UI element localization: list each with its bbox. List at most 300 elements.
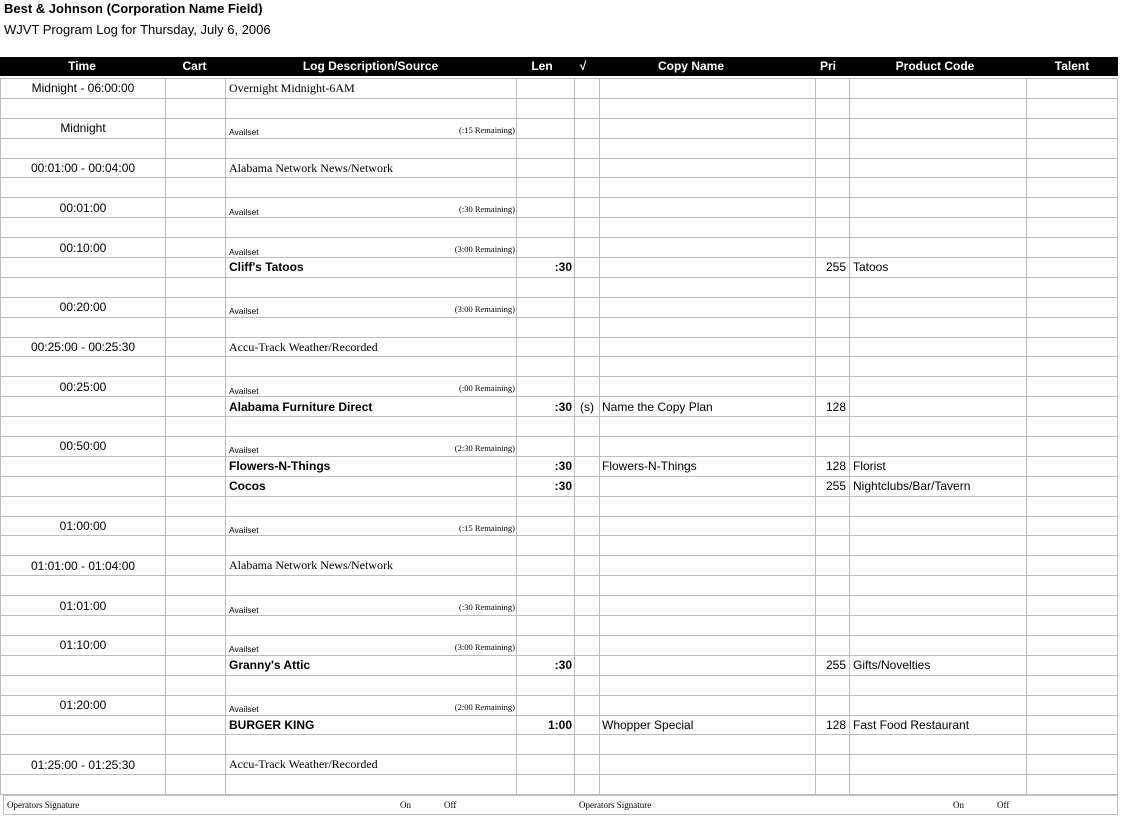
priority-cell xyxy=(816,616,850,636)
priority-cell xyxy=(816,158,850,178)
log-row-blank xyxy=(1,357,1118,377)
copy-name-cell xyxy=(600,576,816,596)
product-code-cell xyxy=(850,755,1027,775)
copy-name-cell xyxy=(600,118,816,138)
cart-cell xyxy=(166,496,226,516)
length-cell xyxy=(517,238,575,258)
log-row-blank xyxy=(1,735,1118,755)
copy-name-cell xyxy=(600,536,816,556)
remaining-time: (3:00 Remaining) xyxy=(454,303,515,314)
check-cell xyxy=(575,277,600,297)
product-code-cell: Nightclubs/Bar/Tavern xyxy=(850,476,1027,496)
availset-label: Availset xyxy=(229,306,259,317)
copy-name-cell xyxy=(600,437,816,457)
time-cell: 01:20:00 xyxy=(1,695,166,715)
talent-cell xyxy=(1027,417,1118,437)
log-row-avail xyxy=(1,297,1118,317)
time-cell: Midnight xyxy=(1,118,166,138)
description-cell xyxy=(226,178,517,198)
product-code-cell xyxy=(850,138,1027,158)
check-cell xyxy=(575,158,600,178)
time-cell: 01:01:00 - 01:04:00 xyxy=(1,556,166,576)
priority-cell xyxy=(816,198,850,218)
check-cell xyxy=(575,715,600,735)
check-cell xyxy=(575,437,600,457)
description-cell xyxy=(226,138,517,158)
spot-name: Flowers-N-Things xyxy=(229,459,331,474)
cart-cell xyxy=(166,775,226,795)
description-cell xyxy=(226,357,517,377)
log-row-spot xyxy=(1,715,1118,735)
length-cell xyxy=(517,417,575,437)
time-cell xyxy=(1,655,166,675)
talent-cell xyxy=(1027,317,1118,337)
col-header-cart: Cart xyxy=(182,59,207,73)
operator-signature-label: Operators Signature xyxy=(579,800,652,810)
length-cell xyxy=(517,516,575,536)
talent-cell xyxy=(1027,556,1118,576)
priority-cell xyxy=(816,437,850,457)
cart-cell xyxy=(166,337,226,357)
time-cell: 01:00:00 xyxy=(1,516,166,536)
time-cell: 00:01:00 xyxy=(1,198,166,218)
cart-cell xyxy=(166,277,226,297)
copy-name-cell xyxy=(600,775,816,795)
description-cell xyxy=(226,317,517,337)
cart-cell xyxy=(166,556,226,576)
spot-name: Alabama Furniture Direct xyxy=(229,399,373,414)
length-cell xyxy=(517,337,575,357)
copy-name-cell: Name the Copy Plan xyxy=(600,397,816,417)
cart-cell xyxy=(166,576,226,596)
product-code-cell xyxy=(850,735,1027,755)
product-code-cell xyxy=(850,79,1027,99)
cart-cell xyxy=(166,417,226,437)
cart-cell xyxy=(166,218,226,238)
product-code-cell: Gifts/Novelties xyxy=(850,655,1027,675)
log-row-avail xyxy=(1,596,1118,616)
time-cell xyxy=(1,317,166,337)
copy-name-cell xyxy=(600,616,816,636)
time-cell xyxy=(1,715,166,735)
talent-cell xyxy=(1027,775,1118,795)
check-cell xyxy=(575,118,600,138)
cart-cell xyxy=(166,596,226,616)
cart-cell xyxy=(166,297,226,317)
program-name: Accu-Track Weather/Recorded xyxy=(229,757,378,772)
cart-cell xyxy=(166,476,226,496)
description-cell xyxy=(226,735,517,755)
description-cell xyxy=(226,98,517,118)
operator-signature-bar xyxy=(3,795,1118,815)
log-row-avail xyxy=(1,118,1118,138)
time-cell xyxy=(1,277,166,297)
remaining-time: (:15 Remaining) xyxy=(459,124,515,135)
time-cell xyxy=(1,258,166,278)
priority-cell: 128 xyxy=(816,715,850,735)
copy-name-cell xyxy=(600,675,816,695)
copy-name-cell xyxy=(600,178,816,198)
check-cell xyxy=(575,616,600,636)
length-cell: 1:00 xyxy=(517,715,575,735)
time-cell: 01:01:00 xyxy=(1,596,166,616)
time-cell xyxy=(1,496,166,516)
product-code-cell xyxy=(850,675,1027,695)
length-cell: :30 xyxy=(517,397,575,417)
check-cell xyxy=(575,377,600,397)
product-code-cell xyxy=(850,556,1027,576)
product-code-cell: Tatoos xyxy=(850,258,1027,278)
copy-name-cell xyxy=(600,198,816,218)
spot-name: Cocos xyxy=(229,479,266,494)
description-cell xyxy=(226,556,517,576)
check-cell xyxy=(575,79,600,99)
talent-cell xyxy=(1027,258,1118,278)
talent-cell xyxy=(1027,138,1118,158)
cart-cell xyxy=(166,437,226,457)
talent-cell xyxy=(1027,735,1118,755)
check-cell xyxy=(575,655,600,675)
product-code-cell xyxy=(850,695,1027,715)
priority-cell xyxy=(816,576,850,596)
description-cell xyxy=(226,118,517,138)
copy-name-cell xyxy=(600,297,816,317)
log-row-avail xyxy=(1,635,1118,655)
check-cell xyxy=(575,218,600,238)
time-cell: 00:01:00 - 00:04:00 xyxy=(1,158,166,178)
cart-cell xyxy=(166,138,226,158)
time-cell: 01:10:00 xyxy=(1,635,166,655)
product-code-cell xyxy=(850,118,1027,138)
log-row-blank xyxy=(1,218,1118,238)
check-cell xyxy=(575,735,600,755)
spot-name: Cliff's Tatoos xyxy=(229,260,304,275)
priority-cell xyxy=(816,218,850,238)
cart-cell xyxy=(166,635,226,655)
talent-cell xyxy=(1027,277,1118,297)
length-cell xyxy=(517,79,575,99)
log-row-blank xyxy=(1,536,1118,556)
time-cell xyxy=(1,417,166,437)
product-code-cell: Florist xyxy=(850,456,1027,476)
copy-name-cell xyxy=(600,695,816,715)
time-cell xyxy=(1,616,166,636)
log-row-spot xyxy=(1,456,1118,476)
log-row-avail xyxy=(1,516,1118,536)
program-name: Accu-Track Weather/Recorded xyxy=(229,339,378,354)
program-log-body xyxy=(1,79,1118,795)
priority-cell xyxy=(816,377,850,397)
cart-cell xyxy=(166,456,226,476)
log-row-blank xyxy=(1,417,1118,437)
log-row-blank xyxy=(1,675,1118,695)
check-cell xyxy=(575,536,600,556)
off-label: Off xyxy=(997,800,1010,810)
talent-cell xyxy=(1027,635,1118,655)
cart-cell xyxy=(166,258,226,278)
availset-label: Availset xyxy=(229,206,259,217)
length-cell xyxy=(517,675,575,695)
priority-cell xyxy=(816,417,850,437)
length-cell xyxy=(517,496,575,516)
log-row-spot xyxy=(1,655,1118,675)
talent-cell xyxy=(1027,496,1118,516)
talent-cell xyxy=(1027,596,1118,616)
talent-cell xyxy=(1027,675,1118,695)
log-row-avail xyxy=(1,437,1118,457)
copy-name-cell xyxy=(600,556,816,576)
length-cell xyxy=(517,98,575,118)
talent-cell xyxy=(1027,715,1118,735)
product-code-cell xyxy=(850,417,1027,437)
time-cell: 00:25:00 xyxy=(1,377,166,397)
copy-name-cell xyxy=(600,655,816,675)
check-cell xyxy=(575,417,600,437)
cart-cell xyxy=(166,79,226,99)
availset-label: Availset xyxy=(229,246,259,257)
talent-cell xyxy=(1027,337,1118,357)
log-row-program xyxy=(1,79,1118,99)
off-label: Off xyxy=(444,800,457,810)
priority-cell xyxy=(816,357,850,377)
description-cell xyxy=(226,258,517,278)
check-cell xyxy=(575,675,600,695)
description-cell xyxy=(226,158,517,178)
col-header-copy: Copy Name xyxy=(657,59,725,73)
copy-name-cell xyxy=(600,238,816,258)
cart-cell xyxy=(166,118,226,138)
remaining-time: (3:00 Remaining) xyxy=(454,244,515,255)
check-cell xyxy=(575,138,600,158)
description-cell xyxy=(226,397,517,417)
cart-cell xyxy=(166,755,226,775)
length-cell: :30 xyxy=(517,258,575,278)
availset-label: Availset xyxy=(229,445,259,456)
product-code-cell xyxy=(850,238,1027,258)
column-header-bar xyxy=(0,57,1118,76)
copy-name-cell xyxy=(600,79,816,99)
priority-cell xyxy=(816,735,850,755)
length-cell xyxy=(517,556,575,576)
check-cell xyxy=(575,98,600,118)
time-cell xyxy=(1,576,166,596)
priority-cell xyxy=(816,496,850,516)
time-cell: 00:25:00 - 00:25:30 xyxy=(1,337,166,357)
cart-cell xyxy=(166,98,226,118)
log-row-spot xyxy=(1,258,1118,278)
priority-cell xyxy=(816,536,850,556)
description-cell xyxy=(226,516,517,536)
log-row-avail xyxy=(1,377,1118,397)
description-cell xyxy=(226,775,517,795)
priority-cell xyxy=(816,556,850,576)
description-cell xyxy=(226,198,517,218)
cart-cell xyxy=(166,397,226,417)
description-cell xyxy=(226,417,517,437)
product-code-cell xyxy=(850,496,1027,516)
product-code-cell xyxy=(850,277,1027,297)
log-row-blank xyxy=(1,138,1118,158)
cart-cell xyxy=(166,695,226,715)
time-cell xyxy=(1,218,166,238)
length-cell xyxy=(517,297,575,317)
priority-cell xyxy=(816,138,850,158)
priority-cell: 128 xyxy=(816,397,850,417)
description-cell xyxy=(226,377,517,397)
check-cell xyxy=(575,337,600,357)
priority-cell: 128 xyxy=(816,456,850,476)
product-code-cell xyxy=(850,516,1027,536)
talent-cell xyxy=(1027,616,1118,636)
priority-cell xyxy=(816,675,850,695)
length-cell xyxy=(517,695,575,715)
description-cell xyxy=(226,655,517,675)
check-cell xyxy=(575,576,600,596)
check-cell xyxy=(575,238,600,258)
log-row-program xyxy=(1,556,1118,576)
length-cell xyxy=(517,596,575,616)
log-row-avail xyxy=(1,695,1118,715)
time-cell xyxy=(1,536,166,556)
priority-cell xyxy=(816,695,850,715)
length-cell xyxy=(517,178,575,198)
length-cell xyxy=(517,138,575,158)
product-code-cell xyxy=(850,616,1027,636)
talent-cell xyxy=(1027,576,1118,596)
log-row-blank xyxy=(1,616,1118,636)
length-cell xyxy=(517,735,575,755)
description-cell xyxy=(226,616,517,636)
col-header-check: √ xyxy=(579,59,587,73)
priority-cell: 255 xyxy=(816,655,850,675)
talent-cell xyxy=(1027,98,1118,118)
priority-cell xyxy=(816,79,850,99)
copy-name-cell xyxy=(600,138,816,158)
copy-name-cell xyxy=(600,277,816,297)
time-cell: 00:10:00 xyxy=(1,238,166,258)
copy-name-cell xyxy=(600,98,816,118)
availset-label: Availset xyxy=(229,127,259,138)
check-cell xyxy=(575,755,600,775)
check-cell xyxy=(575,556,600,576)
talent-cell xyxy=(1027,456,1118,476)
priority-cell: 255 xyxy=(816,258,850,278)
talent-cell xyxy=(1027,476,1118,496)
product-code-cell xyxy=(850,536,1027,556)
cart-cell xyxy=(166,158,226,178)
copy-name-cell xyxy=(600,337,816,357)
talent-cell xyxy=(1027,79,1118,99)
remaining-time: (:15 Remaining) xyxy=(459,522,515,533)
log-title: WJVT Program Log for Thursday, July 6, 2006 xyxy=(4,22,271,37)
copy-name-cell xyxy=(600,417,816,437)
length-cell xyxy=(517,198,575,218)
product-code-cell xyxy=(850,635,1027,655)
product-code-cell: Fast Food Restaurant xyxy=(850,715,1027,735)
time-cell xyxy=(1,675,166,695)
check-cell xyxy=(575,695,600,715)
time-cell xyxy=(1,476,166,496)
check-cell xyxy=(575,357,600,377)
log-row-avail xyxy=(1,238,1118,258)
talent-cell xyxy=(1027,655,1118,675)
description-cell xyxy=(226,277,517,297)
cart-cell xyxy=(166,238,226,258)
log-row-program xyxy=(1,755,1118,775)
cart-cell xyxy=(166,377,226,397)
length-cell: :30 xyxy=(517,655,575,675)
check-cell xyxy=(575,635,600,655)
check-cell xyxy=(575,516,600,536)
priority-cell xyxy=(816,178,850,198)
description-cell xyxy=(226,218,517,238)
check-cell xyxy=(575,775,600,795)
product-code-cell xyxy=(850,377,1027,397)
talent-cell xyxy=(1027,158,1118,178)
log-row-blank xyxy=(1,317,1118,337)
cart-cell xyxy=(166,715,226,735)
description-cell xyxy=(226,576,517,596)
spot-name: BURGER KING xyxy=(229,717,315,732)
description-cell xyxy=(226,456,517,476)
talent-cell xyxy=(1027,695,1118,715)
check-cell: (s) xyxy=(575,397,600,417)
description-cell xyxy=(226,337,517,357)
check-cell xyxy=(575,476,600,496)
talent-cell xyxy=(1027,536,1118,556)
copy-name-cell xyxy=(600,635,816,655)
talent-cell xyxy=(1027,198,1118,218)
product-code-cell xyxy=(850,98,1027,118)
check-cell xyxy=(575,496,600,516)
availset-label: Availset xyxy=(229,704,259,715)
copy-name-cell xyxy=(600,218,816,238)
description-cell xyxy=(226,536,517,556)
time-cell: 00:50:00 xyxy=(1,437,166,457)
description-cell xyxy=(226,715,517,735)
log-row-blank xyxy=(1,277,1118,297)
length-cell xyxy=(517,357,575,377)
product-code-cell xyxy=(850,337,1027,357)
product-code-cell xyxy=(850,158,1027,178)
time-cell xyxy=(1,775,166,795)
description-cell xyxy=(226,297,517,317)
length-cell xyxy=(517,536,575,556)
description-cell xyxy=(226,476,517,496)
description-cell xyxy=(226,635,517,655)
copy-name-cell xyxy=(600,258,816,278)
description-cell xyxy=(226,695,517,715)
col-header-time: Time xyxy=(68,59,96,73)
length-cell xyxy=(517,437,575,457)
time-cell xyxy=(1,357,166,377)
length-cell xyxy=(517,218,575,238)
log-row-blank xyxy=(1,496,1118,516)
program-log-table xyxy=(0,78,1118,795)
cart-cell xyxy=(166,735,226,755)
cart-cell xyxy=(166,357,226,377)
length-cell xyxy=(517,755,575,775)
time-cell xyxy=(1,138,166,158)
description-cell xyxy=(226,596,517,616)
product-code-cell xyxy=(850,576,1027,596)
check-cell xyxy=(575,596,600,616)
length-cell xyxy=(517,277,575,297)
length-cell xyxy=(517,158,575,178)
priority-cell xyxy=(816,277,850,297)
description-cell xyxy=(226,437,517,457)
check-cell xyxy=(575,317,600,337)
